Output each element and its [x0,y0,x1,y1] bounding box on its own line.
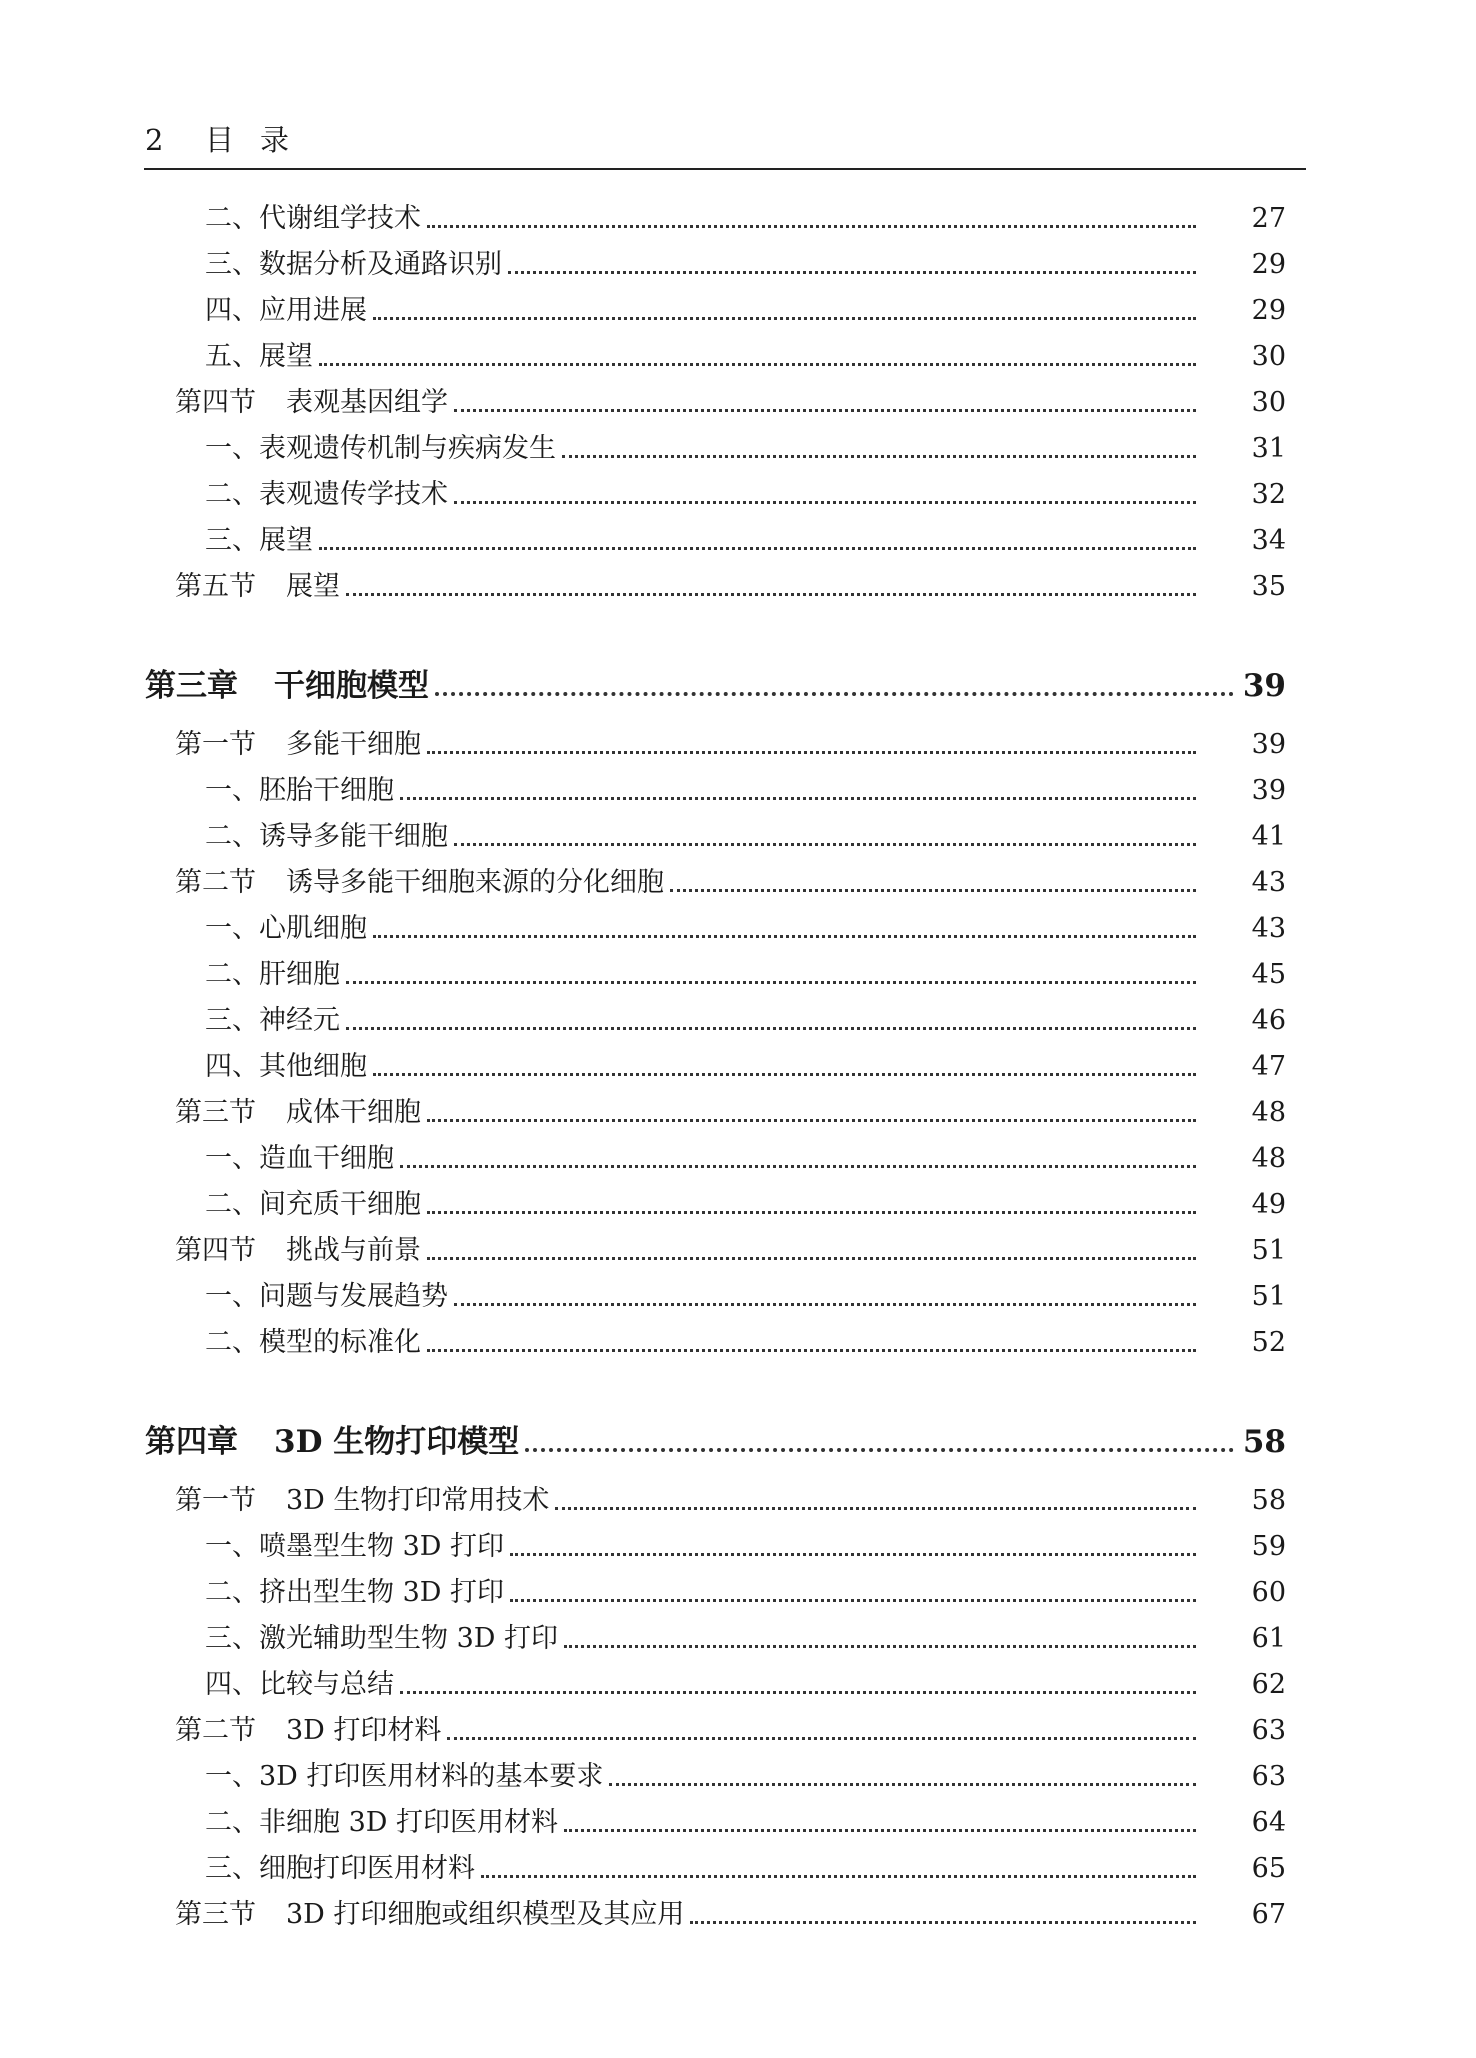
toc-page-number: 43 [1251,867,1286,898]
toc-tag: 第二节 [175,867,256,898]
toc-label [205,288,373,334]
leader-dots [454,1303,1196,1306]
toc-label [175,1708,447,1754]
toc-tag: 第一节 [175,1485,256,1516]
toc-page-number: 30 [1251,341,1286,372]
toc-title: 二、肝细胞 [205,959,340,990]
toc-page-number: 29 [1251,295,1286,326]
toc-page-number: 30 [1251,387,1286,418]
toc-item [205,1616,1286,1662]
leader-dots [400,797,1196,800]
leader-dots [454,501,1196,504]
toc-title: 3D 生物打印模型 [274,1424,520,1460]
toc-item [205,242,1286,288]
header-rule [144,168,1306,170]
leader-dots [508,271,1196,274]
running-header [145,118,315,159]
toc-item [205,1136,1286,1182]
toc-page-number: 67 [1251,1899,1286,1930]
toc-item [205,196,1286,242]
toc-label [205,1044,373,1090]
leader-dots [510,1553,1196,1556]
toc-title: 一、心肌细胞 [205,913,367,944]
leader-dots [319,547,1196,550]
toc-title: 二、表观遗传学技术 [205,479,448,510]
toc-page-number: 39 [1242,668,1286,704]
leader-dots [670,889,1196,892]
toc-title: 3D 生物打印常用技术 [286,1485,550,1516]
leader-dots [373,317,1196,320]
toc-label [175,1478,555,1524]
toc-label [205,518,319,564]
leader-dots [400,1165,1196,1168]
toc-item [205,472,1286,518]
toc-label [205,768,400,814]
toc-title: 成体干细胞 [286,1097,421,1128]
toc-tag: 第二节 [175,1715,256,1746]
toc-item [205,1570,1286,1616]
toc-page-number: 39 [1251,775,1286,806]
toc-tag: 第一节 [175,729,256,760]
toc-page-number: 27 [1251,203,1286,234]
toc-item [205,334,1286,380]
toc-label [205,998,346,1044]
toc-title: 五、展望 [205,341,313,372]
toc-section [175,1090,1286,1136]
toc-item [205,288,1286,334]
leader-dots [427,1257,1196,1260]
leader-dots [346,593,1196,596]
toc-label [205,1320,427,1366]
leader-dots [346,981,1196,984]
leader-dots [373,935,1196,938]
toc-item [205,1846,1286,1892]
leader-dots [427,1349,1196,1352]
toc-page-number: 59 [1251,1531,1286,1562]
toc-label [205,242,508,288]
leader-dots [447,1737,1196,1740]
toc-tag: 第三节 [175,1097,256,1128]
leader-dots [400,1691,1196,1694]
toc-page-number: 39 [1251,729,1286,760]
toc-tag: 第五节 [175,571,256,602]
leader-dots [555,1507,1196,1510]
toc-label [175,722,427,768]
toc-item [205,518,1286,564]
toc-item [205,1754,1286,1800]
toc-title: 3D 打印材料 [286,1715,442,1746]
toc-title: 四、应用进展 [205,295,367,326]
toc-chapter [145,1416,1286,1468]
toc-item [205,952,1286,998]
toc-section [175,1228,1286,1274]
leader-dots [427,225,1196,228]
toc-label [205,1570,510,1616]
toc-chapter [145,660,1286,712]
toc-label [205,814,454,860]
toc-section [175,860,1286,906]
toc-section [175,380,1286,426]
toc-tag: 第四节 [175,387,256,418]
toc-title: 一、3D 打印医用材料的基本要求 [205,1761,604,1792]
toc-item [205,1274,1286,1320]
toc-title: 3D 打印细胞或组织模型及其应用 [286,1899,685,1930]
toc-title: 多能干细胞 [286,729,421,760]
toc-label [175,1892,690,1938]
leader-dots [427,1211,1196,1214]
toc-title: 二、诱导多能干细胞 [205,821,448,852]
toc-title: 二、模型的标准化 [205,1327,421,1358]
toc-title: 三、数据分析及通路识别 [205,249,502,280]
toc-item [205,1320,1286,1366]
toc-section [175,564,1286,610]
toc-tag: 第三节 [175,1899,256,1930]
toc-page-number: 48 [1251,1097,1286,1128]
toc-page-number: 61 [1251,1623,1286,1654]
toc-label [175,1090,427,1136]
toc-title: 表观基因组学 [286,387,448,418]
toc-tag: 第四节 [175,1235,256,1266]
toc-page-number: 29 [1251,249,1286,280]
toc-page-number: 65 [1251,1853,1286,1884]
toc-title: 一、问题与发展趋势 [205,1281,448,1312]
toc-label [205,472,454,518]
toc-title: 干细胞模型 [274,668,429,704]
toc-page-number: 58 [1242,1424,1286,1460]
toc-label [205,426,562,472]
toc-title: 三、展望 [205,525,313,556]
toc-label [205,1754,609,1800]
leader-dots [427,1119,1196,1122]
toc-page-number: 52 [1251,1327,1286,1358]
toc-page-number: 60 [1251,1577,1286,1608]
toc-page-number: 32 [1251,479,1286,510]
toc-title: 诱导多能干细胞来源的分化细胞 [286,867,664,898]
leader-dots [454,409,1196,412]
toc-label [205,952,346,998]
leader-dots [690,1921,1196,1924]
toc-title: 挑战与前景 [286,1235,421,1266]
toc-label [175,1228,427,1274]
toc-page-number: 47 [1251,1051,1286,1082]
toc-section [175,1708,1286,1754]
toc-page-number: 35 [1251,571,1286,602]
toc-item [205,998,1286,1044]
toc-page-number: 48 [1251,1143,1286,1174]
toc-title: 四、其他细胞 [205,1051,367,1082]
leader-dots [427,751,1196,754]
toc-title: 三、细胞打印医用材料 [205,1853,475,1884]
leader-dots [319,363,1196,366]
toc-label [205,1800,564,1846]
toc-page-number: 31 [1251,433,1286,464]
toc-tag: 第四章 [145,1424,238,1460]
toc-page-number: 51 [1251,1235,1286,1266]
toc-section [175,1892,1286,1938]
toc-page-number: 41 [1251,821,1286,852]
toc-label [205,196,427,242]
toc-label [145,1416,525,1468]
toc-page-number: 45 [1251,959,1286,990]
toc-title: 一、表观遗传机制与疾病发生 [205,433,556,464]
toc-page-number: 43 [1251,913,1286,944]
leader-dots [562,455,1196,458]
toc-item [205,814,1286,860]
leader-dots [481,1875,1196,1878]
toc-item [205,426,1286,472]
toc-label [205,1524,510,1570]
leader-dots [564,1645,1196,1648]
toc-title: 一、喷墨型生物 3D 打印 [205,1531,504,1562]
toc-page-number: 58 [1251,1485,1286,1516]
leader-dots [454,843,1196,846]
toc-item [205,1662,1286,1708]
toc-item [205,1524,1286,1570]
toc-title: 二、挤出型生物 3D 打印 [205,1577,504,1608]
leader-dots [525,1448,1234,1452]
toc-section [175,722,1286,768]
toc-label [205,334,319,380]
toc-item [205,1044,1286,1090]
leader-dots [510,1599,1196,1602]
toc-item [205,906,1286,952]
toc-title: 四、比较与总结 [205,1669,394,1700]
toc-page-number: 63 [1251,1761,1286,1792]
toc-label [205,1274,454,1320]
toc-label [145,660,435,712]
toc-section [175,1478,1286,1524]
toc-title: 二、间充质干细胞 [205,1189,421,1220]
toc-label [205,1182,427,1228]
toc-page-number: 49 [1251,1189,1286,1220]
toc-page-number: 46 [1251,1005,1286,1036]
toc-label [205,1616,564,1662]
leader-dots [564,1829,1196,1832]
toc-item [205,768,1286,814]
toc-page-number: 34 [1251,525,1286,556]
toc-page-number: 63 [1251,1715,1286,1746]
toc-tag: 第三章 [145,668,238,704]
toc-label [205,1846,481,1892]
toc-title: 展望 [286,571,340,602]
toc-label [175,380,454,426]
toc-title: 一、胚胎干细胞 [205,775,394,806]
toc-page-number: 64 [1251,1807,1286,1838]
toc-title: 三、激光辅助型生物 3D 打印 [205,1623,558,1654]
toc-label [205,906,373,952]
toc-item [205,1800,1286,1846]
toc-label [205,1662,400,1708]
toc-label [175,860,670,906]
leader-dots [373,1073,1196,1076]
toc-title: 二、代谢组学技术 [205,203,421,234]
running-title: 目录 [205,123,316,157]
toc-item [205,1182,1286,1228]
leader-dots [609,1783,1196,1786]
toc-page-number: 62 [1251,1669,1286,1700]
toc-label [205,1136,400,1182]
leader-dots [346,1027,1196,1030]
toc-title: 二、非细胞 3D 打印医用材料 [205,1807,558,1838]
toc-title: 一、造血干细胞 [205,1143,394,1174]
toc-label [175,564,346,610]
toc-title: 三、神经元 [205,1005,340,1036]
leader-dots [435,692,1234,696]
toc-page-number: 51 [1251,1281,1286,1312]
page-number: 2 [145,123,164,157]
